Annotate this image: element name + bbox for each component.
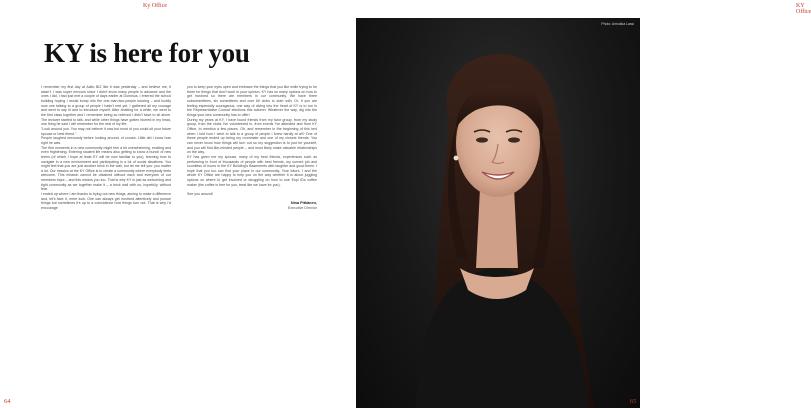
left-page: [0, 0, 320, 408]
paragraph: During my years at KY, I have found friends from my tutor group, from my study group, from the clubs I've volunteered in, from events I've attended and from KY Office, to mention a few places. Oh, and remember in the beginning of this text when I told how I went to talk to a group of people I knew hardly at all? One of these people ended up being my roommate and one of my closest friends. You can never know how things will turn out so my suggestion is to just be yourself, and you will find like-minded people – and most likely make valuable relationships on the way.: [187, 117, 317, 155]
page-title: KY is here for you: [44, 38, 250, 68]
portrait-photo: [356, 18, 640, 408]
page-number-left: 64: [4, 398, 11, 405]
photo-credit: Photo: Annukka Lassi: [601, 22, 634, 26]
running-head-right: KY Office: [796, 3, 811, 15]
paragraph: The first moments in a new community might feel a bit overwhelming, exciting and even frightening. Entering student life means also getting to know a bunch of new terms (of which I hope at least KY will be now familiar to you), learning how to navigate in a new environment and participating in a lot of social situations. You might feel that you are just another brick in the wall, but let me tell you: you matter a lot. Our mission at the KY Office is to create a community where everybody feels welcome. This mission cannot be obtained without each and everyone of our members input – and this means you too. That is why KY is just as welcoming and tight community as we together make it – a brick wall with us, hopefully, without fear.: [41, 145, 171, 192]
paragraph: "Look around you. You may not believe it now but most of you could sit your future spouse or best friend.": [41, 126, 171, 136]
earring: [454, 156, 459, 161]
paragraph: See you around!: [187, 192, 214, 197]
article-body: [41, 85, 317, 381]
text-column-1: [41, 85, 171, 211]
neck-shape: [476, 188, 518, 268]
running-head-left: Ky Office: [143, 3, 168, 9]
text-column-2: [187, 85, 317, 211]
right-eye: [508, 137, 520, 142]
signature-role: Executive Director: [287, 205, 317, 210]
portrait-illustration: [356, 18, 640, 408]
page-number-right: 65: [630, 398, 637, 405]
paragraph: I ended up where I am thanks to trying out new things, aiming to make a difference and, let's face it, mere luck. One can always get involved attentively and pursue things but sometimes it's up to a coincidence how things turn out. That is why I'd encourage: [41, 192, 171, 211]
paragraph: you to keep your eyes open and embrace the things that you like while trying to be there for things that don't work in your opinion. KY has so many options on how to get involved so there are members in our community. We have three subcommittees, six committees and over 60 clubs to start with. Or, if you are feeling especially courageous, one way of diving into the heart of KY is to run in the Representative Council elections this autumn. Whatever the way, dig into the things your new community has to offer!: [187, 85, 317, 117]
left-eye: [476, 137, 488, 142]
paragraph: People laughed nervously before looking around, of course. Little did I know how right he was.: [41, 136, 171, 145]
paragraph: KY has given me my spouse, many of my best friends, experiences such as performing in front of thousands of people with best friends, my current job and countless of hours in the KY Building's Basements with laughter and good times. I hope that you too can find your place in our community. Your tutors, I and the whole KY Office are happy to help you on the way whether it is about juggling options on where to get involved or struggling on how to use Espi IDs coffee maker (the coffee is free for you, treat like we have for you).: [187, 154, 317, 187]
signature-name: Nina Pitkänen,: [290, 201, 317, 206]
paragraph: I remember my first day at Aalto BIZ like it was yesterday – and believe me, it wasn't. I was super nervous since I didn't know many people in advance and the ones I did, I had just met a couple of days earlier at Dominus. I entered the school building hoping I would bump into the one-man-two-people tutoring – and luckily now one talking to a group of people I hadn't met yet. I gathered all my courage and went to say hi and to introduce myself. After chatting for a while, we went to the first class together and I remember being so relieved I didn't have to sit alone. The lecturer started to talk, and while other things have gotten blurred in my head, one thing he said I will remember for the rest of my life:: [41, 85, 171, 127]
